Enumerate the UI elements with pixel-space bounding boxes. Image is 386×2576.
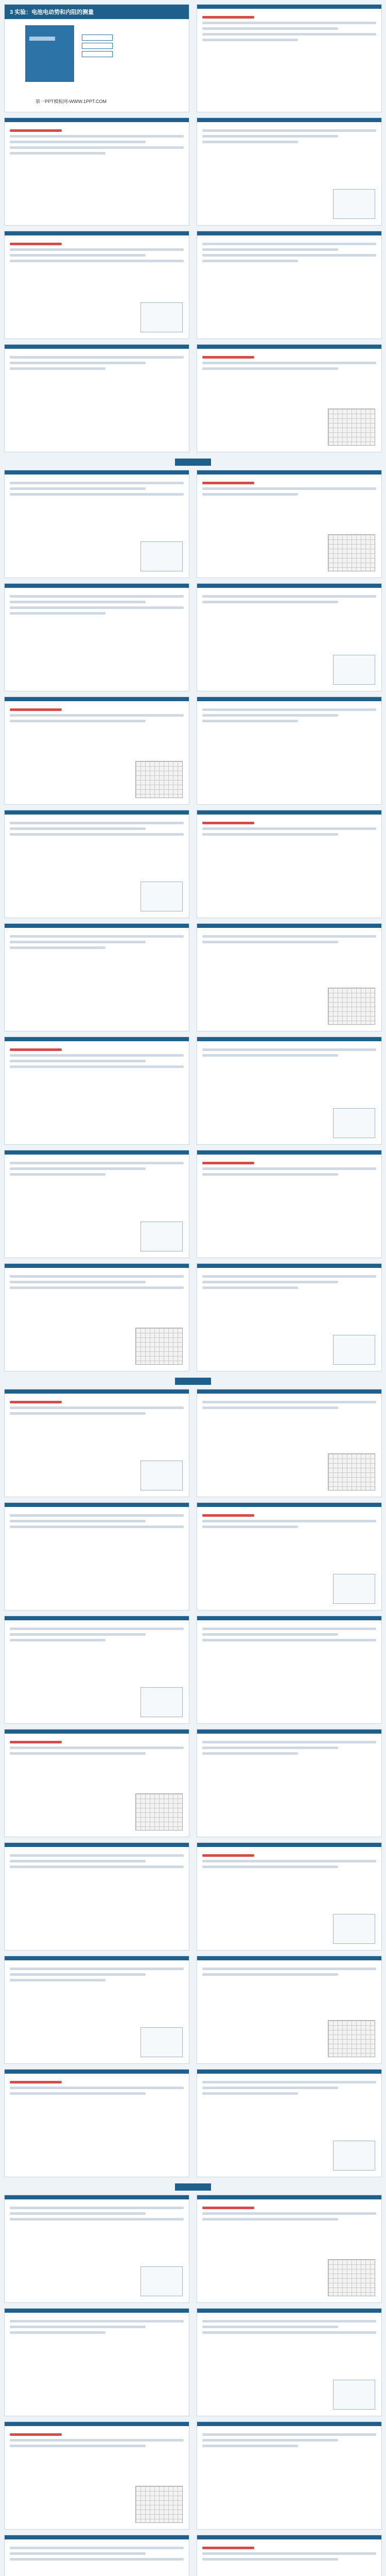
content-slide xyxy=(197,2421,382,2530)
contents-item xyxy=(82,51,113,57)
circuit-diagram xyxy=(333,2380,375,2410)
slide-bar xyxy=(197,5,381,9)
content-slide xyxy=(4,1150,189,1258)
content-slide xyxy=(4,810,189,918)
title-slide xyxy=(4,4,189,112)
slide-text-placeholder xyxy=(197,9,381,48)
section-banner xyxy=(175,2183,211,2191)
circuit-diagram xyxy=(141,2027,183,2057)
graph-grid xyxy=(328,2259,375,2296)
content-slide xyxy=(197,2195,382,2303)
content-slide xyxy=(4,470,189,578)
content-slide xyxy=(197,231,382,339)
contents-menu xyxy=(82,35,113,59)
graph-grid xyxy=(328,988,375,1025)
content-slide xyxy=(197,697,382,805)
content-slide xyxy=(4,583,189,691)
cover-graphic xyxy=(25,25,74,82)
graph-grid xyxy=(328,1453,375,1490)
content-slide xyxy=(197,810,382,918)
content-slide xyxy=(197,2308,382,2416)
content-slide xyxy=(4,344,189,452)
graph-grid xyxy=(135,1793,183,1831)
contents-item xyxy=(82,35,113,41)
content-slide xyxy=(4,697,189,805)
content-slide xyxy=(197,1729,382,1837)
circuit-diagram xyxy=(141,2266,183,2296)
content-slide xyxy=(197,1037,382,1145)
circuit-diagram xyxy=(333,655,375,685)
graph-grid xyxy=(135,2486,183,2523)
slide-bar xyxy=(5,118,189,122)
content-slide xyxy=(197,583,382,691)
content-slide xyxy=(4,1956,189,2064)
section-banner xyxy=(175,1378,211,1385)
content-slide xyxy=(4,1842,189,1951)
circuit-diagram xyxy=(333,1914,375,1944)
content-slide xyxy=(4,1037,189,1145)
contents-item xyxy=(82,43,113,49)
circuit-diagram xyxy=(141,882,183,911)
circuit-diagram xyxy=(141,1461,183,1490)
content-slide xyxy=(197,1150,382,1258)
content-slide xyxy=(4,923,189,1031)
circuit-diagram xyxy=(333,1108,375,1138)
graph-grid xyxy=(135,761,183,798)
circuit-diagram xyxy=(333,1574,375,1604)
circuit-diagram xyxy=(333,2141,375,2171)
content-slide xyxy=(197,2069,382,2177)
graph-grid xyxy=(328,534,375,571)
content-slide xyxy=(4,1616,189,1724)
graph-grid xyxy=(135,1328,183,1365)
circuit-diagram xyxy=(141,541,183,571)
content-slide xyxy=(4,2535,189,2576)
content-slide xyxy=(197,344,382,452)
graph-grid xyxy=(328,409,375,446)
content-slide xyxy=(4,2421,189,2530)
content-slide xyxy=(4,2308,189,2416)
content-slide xyxy=(197,1956,382,2064)
content-slide xyxy=(197,117,382,226)
content-slide xyxy=(197,923,382,1031)
cover-tag xyxy=(29,37,55,41)
site-label: 第一PPT模板网-WWW.1PPT.COM xyxy=(36,99,107,104)
content-slide xyxy=(4,117,189,226)
content-slide xyxy=(4,1263,189,1371)
deck-title: 3 实验：电池电动势和内阻的测量 xyxy=(5,5,189,19)
content-slide xyxy=(197,1389,382,1497)
content-slide xyxy=(197,1263,382,1371)
section-banner xyxy=(175,459,211,466)
content-slide xyxy=(4,1502,189,1611)
graph-grid xyxy=(328,2020,375,2057)
content-slide xyxy=(197,470,382,578)
circuit-diagram xyxy=(141,1222,183,1251)
content-slide xyxy=(4,1389,189,1497)
content-slide xyxy=(197,1842,382,1951)
circuit-diagram xyxy=(141,302,183,332)
content-slide xyxy=(197,2535,382,2576)
content-slide xyxy=(197,1502,382,1611)
content-slide xyxy=(4,2069,189,2177)
circuit-diagram xyxy=(333,1335,375,1365)
content-slide xyxy=(4,231,189,339)
content-slide xyxy=(4,1729,189,1837)
circuit-diagram xyxy=(333,189,375,219)
circuit-diagram xyxy=(141,1687,183,1717)
content-slide xyxy=(197,4,382,112)
content-slide xyxy=(4,2195,189,2303)
content-slide xyxy=(197,1616,382,1724)
